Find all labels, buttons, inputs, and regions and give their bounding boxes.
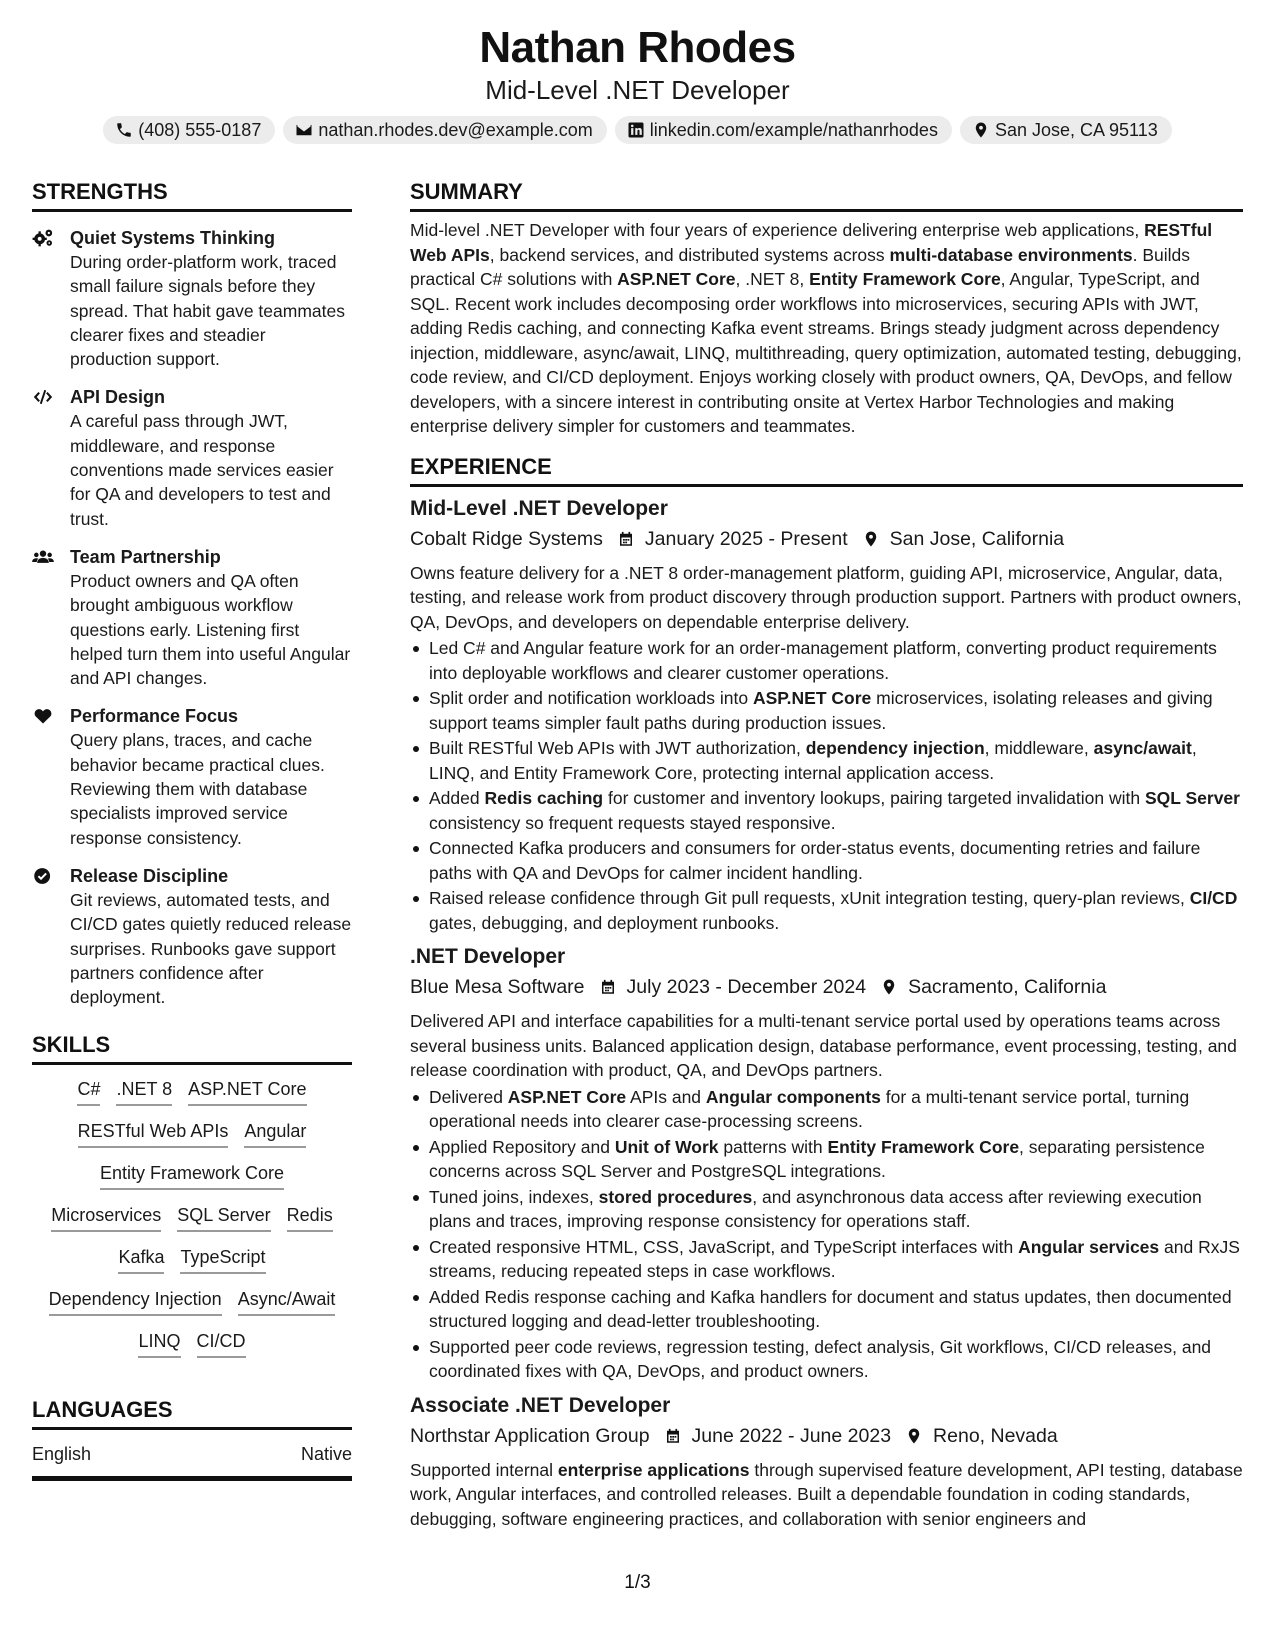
text-segment: Delivered API and interface capabilities for a multi-tenant service portal used by operations teams across several business units. Balanced application design, database performance, event processing, testing, and release coordination with product, QA, and DevOps partners. [410,1011,1237,1080]
emphasis-text: CI/CD [1189,888,1238,908]
text-segment: Supported peer code reviews, regression testing, defect analysis, Git workflows, CI/CD releases, and coordinated fixes with QA, DevOps, and product owners. [429,1336,1212,1381]
skill-tag: Angular [244,1119,306,1148]
envelope-icon [295,121,313,139]
text-segment: APIs and [626,1086,706,1107]
summary-heading: SUMMARY [410,178,1243,212]
bullet-item [410,736,1243,785]
strength-name: Release Discipline [70,865,229,886]
strength-name: Team Partnership [70,546,221,567]
bullet-item [410,1135,1243,1184]
language-level: Native [300,1444,352,1465]
emphasis-text: async/await [1093,738,1192,758]
emphasis-text: dependency injection [805,738,985,758]
phone-icon [115,121,133,139]
company-name: Cobalt Ridge Systems [410,527,603,550]
strength-item [32,704,352,849]
company-name: Northstar Application Group [410,1424,650,1447]
emphasis-text: stored procedures [598,1186,753,1207]
strength-description: Git reviews, automated tests, and CI/CD gates quietly reduced release surprises. Runbooks gave support partners confidence after deployment. [70,889,352,1008]
bullet-item [410,1335,1243,1384]
skills-list [32,1077,352,1358]
experience-list [410,495,1243,1532]
skill-row [32,1287,352,1316]
job-dates: July 2023 - December 2024 [626,976,867,998]
summary-text [410,218,1243,439]
text-segment: Led C# and Angular feature work for an order-management platform, converting product requirements into deployable workflows and clearer customer operations. [429,638,1217,683]
job-location: Reno, Nevada [933,1424,1058,1447]
contact-email[interactable]: nathan.rhodes.dev@example.com [283,116,606,144]
text-segment: for customer and inventory lookups, pairing targeted invalidation with [603,788,1145,808]
text-segment: microservices, isolating releases and giving support teams simpler fault paths during production issues. [429,688,1213,733]
emphasis-text: multi-database environments [889,244,1133,265]
users-icon [32,547,54,567]
job-description [410,561,1243,635]
text-segment: patterns with [718,1136,828,1157]
text-segment: Supported internal [410,1459,558,1480]
job-meta [410,973,1243,1001]
strength-item [32,385,352,530]
text-segment: Raised release confidence through Git pull requests, xUnit integration testing, query-plan reviews, [429,888,1190,908]
job-dates: January 2025 - Present [644,527,848,550]
contact-linkedin[interactable]: linkedin.com/example/nathanrhodes [615,116,952,144]
skill-tag: LINQ [138,1329,180,1358]
text-segment: for a multi-tenant service portal, turning operational needs into clearer case-processing screens. [429,1086,1190,1131]
bullet-item [410,636,1243,685]
bullet-item [410,1085,1243,1134]
skill-tag: Dependency Injection [49,1287,222,1316]
strength-item [32,864,352,1009]
text-segment: Added Redis response caching and Kafka handlers for document and status updates, then documented structured logging and dead-letter troubleshooting. [429,1286,1232,1331]
text-segment: Split order and notification workloads into [429,688,753,708]
bullet-item [410,836,1243,885]
bullet-item [410,786,1243,835]
bullet-item [410,1185,1243,1234]
strength-name: Performance Focus [70,706,239,727]
text-segment: through supervised feature development, API testing, database work, Angular interfaces, and controlled releases. Built a dependable foundation in coding standards, debugging, software engineering practices, and collaboration with senior engineers and [410,1459,1243,1529]
text-segment: Built RESTful Web APIs with JWT authorization, [429,738,806,758]
text-segment: Created responsive HTML, CSS, JavaScript, and TypeScript interfaces with [429,1236,1019,1257]
skill-tag: SQL Server [177,1203,270,1232]
bullet-item [410,1285,1243,1334]
text-segment: Applied Repository and [429,1136,615,1157]
skill-row [32,1161,352,1190]
text-segment: , backend services, and distributed systems across [489,244,890,265]
skill-row [32,1245,352,1274]
code-icon [32,387,54,407]
text-segment: , .NET 8, [735,269,810,289]
job-title: Associate .NET Developer [410,1393,671,1417]
job-bullets [410,636,1243,935]
contact-phone[interactable]: (408) 555-0187 [103,116,275,144]
text-segment: consistency so frequent requests stayed responsive. [429,812,836,833]
emphasis-text: Redis caching [484,788,604,808]
calendar-icon [664,1427,682,1445]
skill-tag: ASP.NET Core [188,1077,306,1106]
right-column [410,178,1243,1531]
job-entry [410,943,1243,1384]
calendar-icon [599,978,617,996]
language-name: English [32,1444,92,1465]
strength-description: Product owners and QA often brought ambiguous workflow questions early. Listening first helped turn them into useful Angular and API changes. [70,570,351,689]
languages-heading: LANGUAGES [32,1396,352,1430]
left-column [32,178,352,1481]
text-segment: and RxJS streams, reducing repeated steps in case workflows. [429,1236,1240,1281]
text-segment: Added [429,788,485,808]
calendar-icon [617,530,635,548]
skill-tag: CI/CD [197,1329,246,1358]
text-segment: , LINQ, and Entity Framework Core, protecting internal application access. [429,738,1197,783]
language-item [32,1442,352,1481]
job-dates: June 2022 - June 2023 [691,1424,892,1447]
resume-header [0,22,1275,144]
text-segment: Owns feature delivery for a .NET 8 order-management platform, guiding API, microservice, Angular, data, testing, and release work from product discovery through production support. Partners with product owners, QA, DevOps, and developers on dependable enterprise delivery. [410,562,1242,632]
map-pin-icon [905,1427,923,1445]
skill-tag: Redis [287,1203,333,1232]
bullet-item [410,886,1243,935]
text-segment: , separating persistence concerns across SQL Server and PostgreSQL integrations. [429,1136,1205,1181]
map-pin-icon [972,121,990,139]
strength-description: During order-platform work, traced small failure signals before they spread. That habit gave teammates clearer fixes and steadier production support. [70,252,345,370]
text-segment: , Angular, TypeScript, and SQL. Recent work includes decomposing order workflows into microservices, securing APIs with JWT, adding Redis caching, and connecting Kafka event streams. Brings steady judgment across dependency injection, middleware, async/await, LINQ, multithreading, query optimization, automated testing, debugging, code review, and CI/CD deployment. Enjoys working closely with product owners, QA, DevOps, and fellow developers, with a sincere interest in contributing onsite at Vertex Harbor Technologies and making enterprise delivery simpler for customers and teammates. [410,269,1242,436]
text-segment: Mid-level .NET Developer with four years of experience delivering enterprise web applications, [410,220,1145,240]
strengths-heading: STRENGTHS [32,178,352,212]
text-segment: gates, debugging, and deployment runbooks. [429,912,780,933]
job-entry [410,1392,1243,1532]
job-location: Sacramento, California [908,976,1107,998]
job-bullets [410,1085,1243,1384]
page-number: 1/3 [624,1572,651,1593]
strength-item [32,226,352,371]
skill-row [32,1077,352,1106]
map-pin-icon [862,530,880,548]
emphasis-text: Entity Framework Core [827,1136,1020,1157]
job-entry [410,495,1243,936]
strength-description: Query plans, traces, and cache behavior became practical clues. Reviewing them with database specialists improved service response consistency. [70,730,325,848]
job-meta [410,1422,1243,1450]
job-title: .NET Developer [410,945,566,968]
candidate-name: Nathan Rhodes [479,23,796,72]
emphasis-text: ASP.NET Core [752,688,872,708]
skill-tag: Microservices [51,1203,161,1232]
emphasis-text: RESTful Web APIs [410,220,1213,265]
emphasis-text: ASP.NET Core [507,1086,627,1107]
emphasis-text: SQL Server [1144,788,1240,808]
contact-bar [0,116,1275,144]
strength-name: Quiet Systems Thinking [70,228,276,248]
emphasis-text: Angular components [705,1086,881,1107]
emphasis-text: Unit of Work [614,1136,719,1157]
job-location: San Jose, California [889,527,1065,550]
company-name: Blue Mesa Software [410,976,585,998]
skill-tag: Async/Await [238,1287,336,1316]
emphasis-text: Entity Framework Core [809,269,1001,289]
map-pin-icon [880,978,898,996]
emphasis-text: enterprise applications [557,1459,750,1480]
text-segment: , middleware, [984,738,1094,758]
heart-icon [32,706,54,726]
skill-row [32,1203,352,1232]
gears-icon [32,228,54,248]
job-title: Mid-Level .NET Developer [410,496,668,520]
skill-tag: RESTful Web APIs [78,1119,229,1148]
skill-tag: C# [77,1077,100,1106]
emphasis-text: Angular services [1018,1236,1160,1257]
text-segment: . Builds practical C# solutions with [410,244,1191,289]
experience-heading: EXPERIENCE [410,453,1243,487]
text-segment: Tuned joins, indexes, [429,1186,599,1207]
text-segment: Delivered [429,1086,508,1107]
strength-item [32,545,352,690]
contact-location[interactable]: San Jose, CA 95113 [960,116,1172,144]
skill-tag: .NET 8 [116,1077,172,1106]
job-description [410,1009,1243,1083]
skill-tag: Entity Framework Core [100,1161,284,1190]
linkedin-icon [627,121,645,139]
strength-name: API Design [70,387,166,408]
strength-description: A careful pass through JWT, middleware, and response conventions made services easier for QA and developers to test and trust. [70,411,334,529]
skills-heading: SKILLS [32,1031,352,1065]
job-meta [410,525,1243,553]
check-circle-icon [32,866,54,886]
candidate-title: Mid-Level .NET Developer [485,75,790,105]
job-description [410,1458,1243,1532]
bullet-item [410,1235,1243,1284]
bullet-item [410,686,1243,735]
skill-row [32,1119,352,1148]
skill-tag: TypeScript [180,1245,265,1274]
text-segment: , and asynchronous data access after reviewing execution plans and traces, improving response consistency for operations staff. [429,1186,1202,1231]
skill-tag: Kafka [118,1245,164,1274]
emphasis-text: ASP.NET Core [617,269,736,289]
text-segment: Connected Kafka producers and consumers for order-status events, documenting retries and failure paths with QA and DevOps for calmer incident handling. [429,838,1201,883]
skill-row [32,1329,352,1358]
